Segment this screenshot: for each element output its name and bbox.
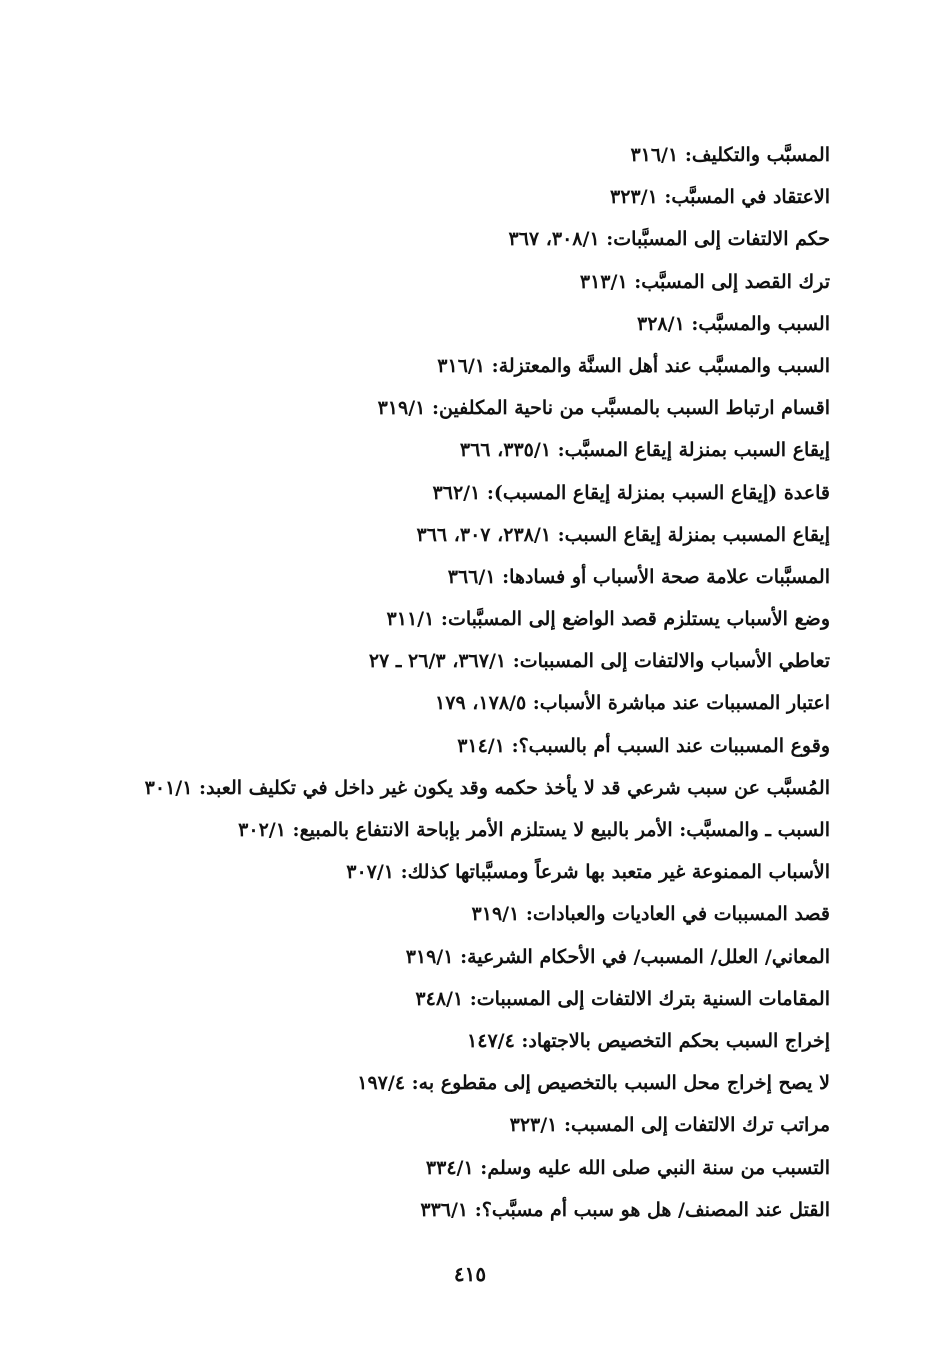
- index-entry: التسبب من سنة النبي صلى الله عليه وسلم: ٣٣٤/١: [425, 1156, 830, 1179]
- index-entry: المقامات السنية بترك الالتفات إلى المسببات: ٣٤٨/١: [415, 987, 830, 1010]
- index-entry: إيقاع السبب بمنزلة إيقاع المسبَّب: ٣٣٥/١، ٣٦٦: [459, 439, 830, 462]
- index-entry: وضع الأسباب يستلزم قصد الواضع إلى المسبَّبات: ٣١١/١: [386, 608, 830, 631]
- index-entry: السبب والمسبَّب عند أهل السنَّة والمعتزلة: ٣١٦/١: [437, 354, 830, 377]
- index-list: [110, 134, 830, 1231]
- index-entry: المعاني/ العلل/ المسبب/ في الأحكام الشرعية: ٣١٩/١: [405, 945, 830, 968]
- index-entry: السبب والمسبَّب: ٣٢٨/١: [637, 312, 830, 335]
- index-entry: إيقاع المسبب بمنزلة إيقاع السبب: ٢٣٨/١، ٣٠٧، ٣٦٦: [416, 523, 830, 546]
- index-entry: الاعتقاد في المسبَّب: ٣٢٣/١: [610, 186, 830, 209]
- index-entry: وقوع المسببات عند السبب أم بالسبب؟: ٣١٤/١: [457, 734, 830, 757]
- index-entry: الأسباب الممنوعة غير متعبد بها شرعاً ومسبَّباتها كذلك: ٣٠٧/١: [346, 861, 830, 884]
- index-entry: مراتب ترك الالتفات إلى المسبب: ٣٢٣/١: [509, 1114, 830, 1137]
- index-entry: إخراج السبب بحكم التخصيص بالاجتهاد: ١٤٧/٤: [467, 1029, 830, 1052]
- index-entry: اعتبار المسببات عند مباشرة الأسباب: ١٧٨/٥، ١٧٩: [435, 692, 830, 715]
- index-entry: السبب ـ والمسبَّب: الأمر بالبيع لا يستلزم الأمر بإباحة الانتفاع بالمبيع: ٣٠٢/١: [238, 819, 830, 841]
- index-entry: تعاطي الأسباب والالتفات إلى المسببات: ٣٦٧/١، ٢٦/٣ ـ ٢٧: [368, 650, 830, 673]
- index-entry: المُسبَّب عن سبب شرعي قد لا يأخذ حكمه وقد يكون غير داخل في تكليف العبد: ٣٠١/١: [144, 776, 830, 799]
- index-entry: لا يصح إخراج محل السبب بالتخصيص إلى مقطوع به: ١٩٧/٤: [357, 1072, 830, 1095]
- index-entry: ترك القصد إلى المسبَّب: ٣١٣/١: [579, 270, 830, 293]
- index-entry: القتل عند المصنف/ هل هو سبب أم مسبَّب؟: ٣٣٦/١: [420, 1198, 830, 1221]
- index-entry: المسبَّبات علامة صحة الأسباب أو فسادها: ٣٦٦/١: [447, 565, 830, 588]
- index-entry: قاعدة (إيقاع السبب بمنزلة إيقاع المسبب): ٣٦٢/١: [432, 481, 830, 504]
- index-entry: المسبَّب والتكليف: ٣١٦/١: [630, 144, 830, 166]
- index-entry: قصد المسببات في العاديات والعبادات: ٣١٩/١: [471, 903, 830, 926]
- index-entry: حكم الالتفات إلى المسبَّبات: ٣٠٨/١، ٣٦٧: [508, 228, 830, 251]
- index-entry: اقسام ارتباط السبب بالمسبَّب من ناحية المكلفين: ٣١٩/١: [377, 397, 830, 420]
- page-number: ٤١٥: [453, 1262, 487, 1286]
